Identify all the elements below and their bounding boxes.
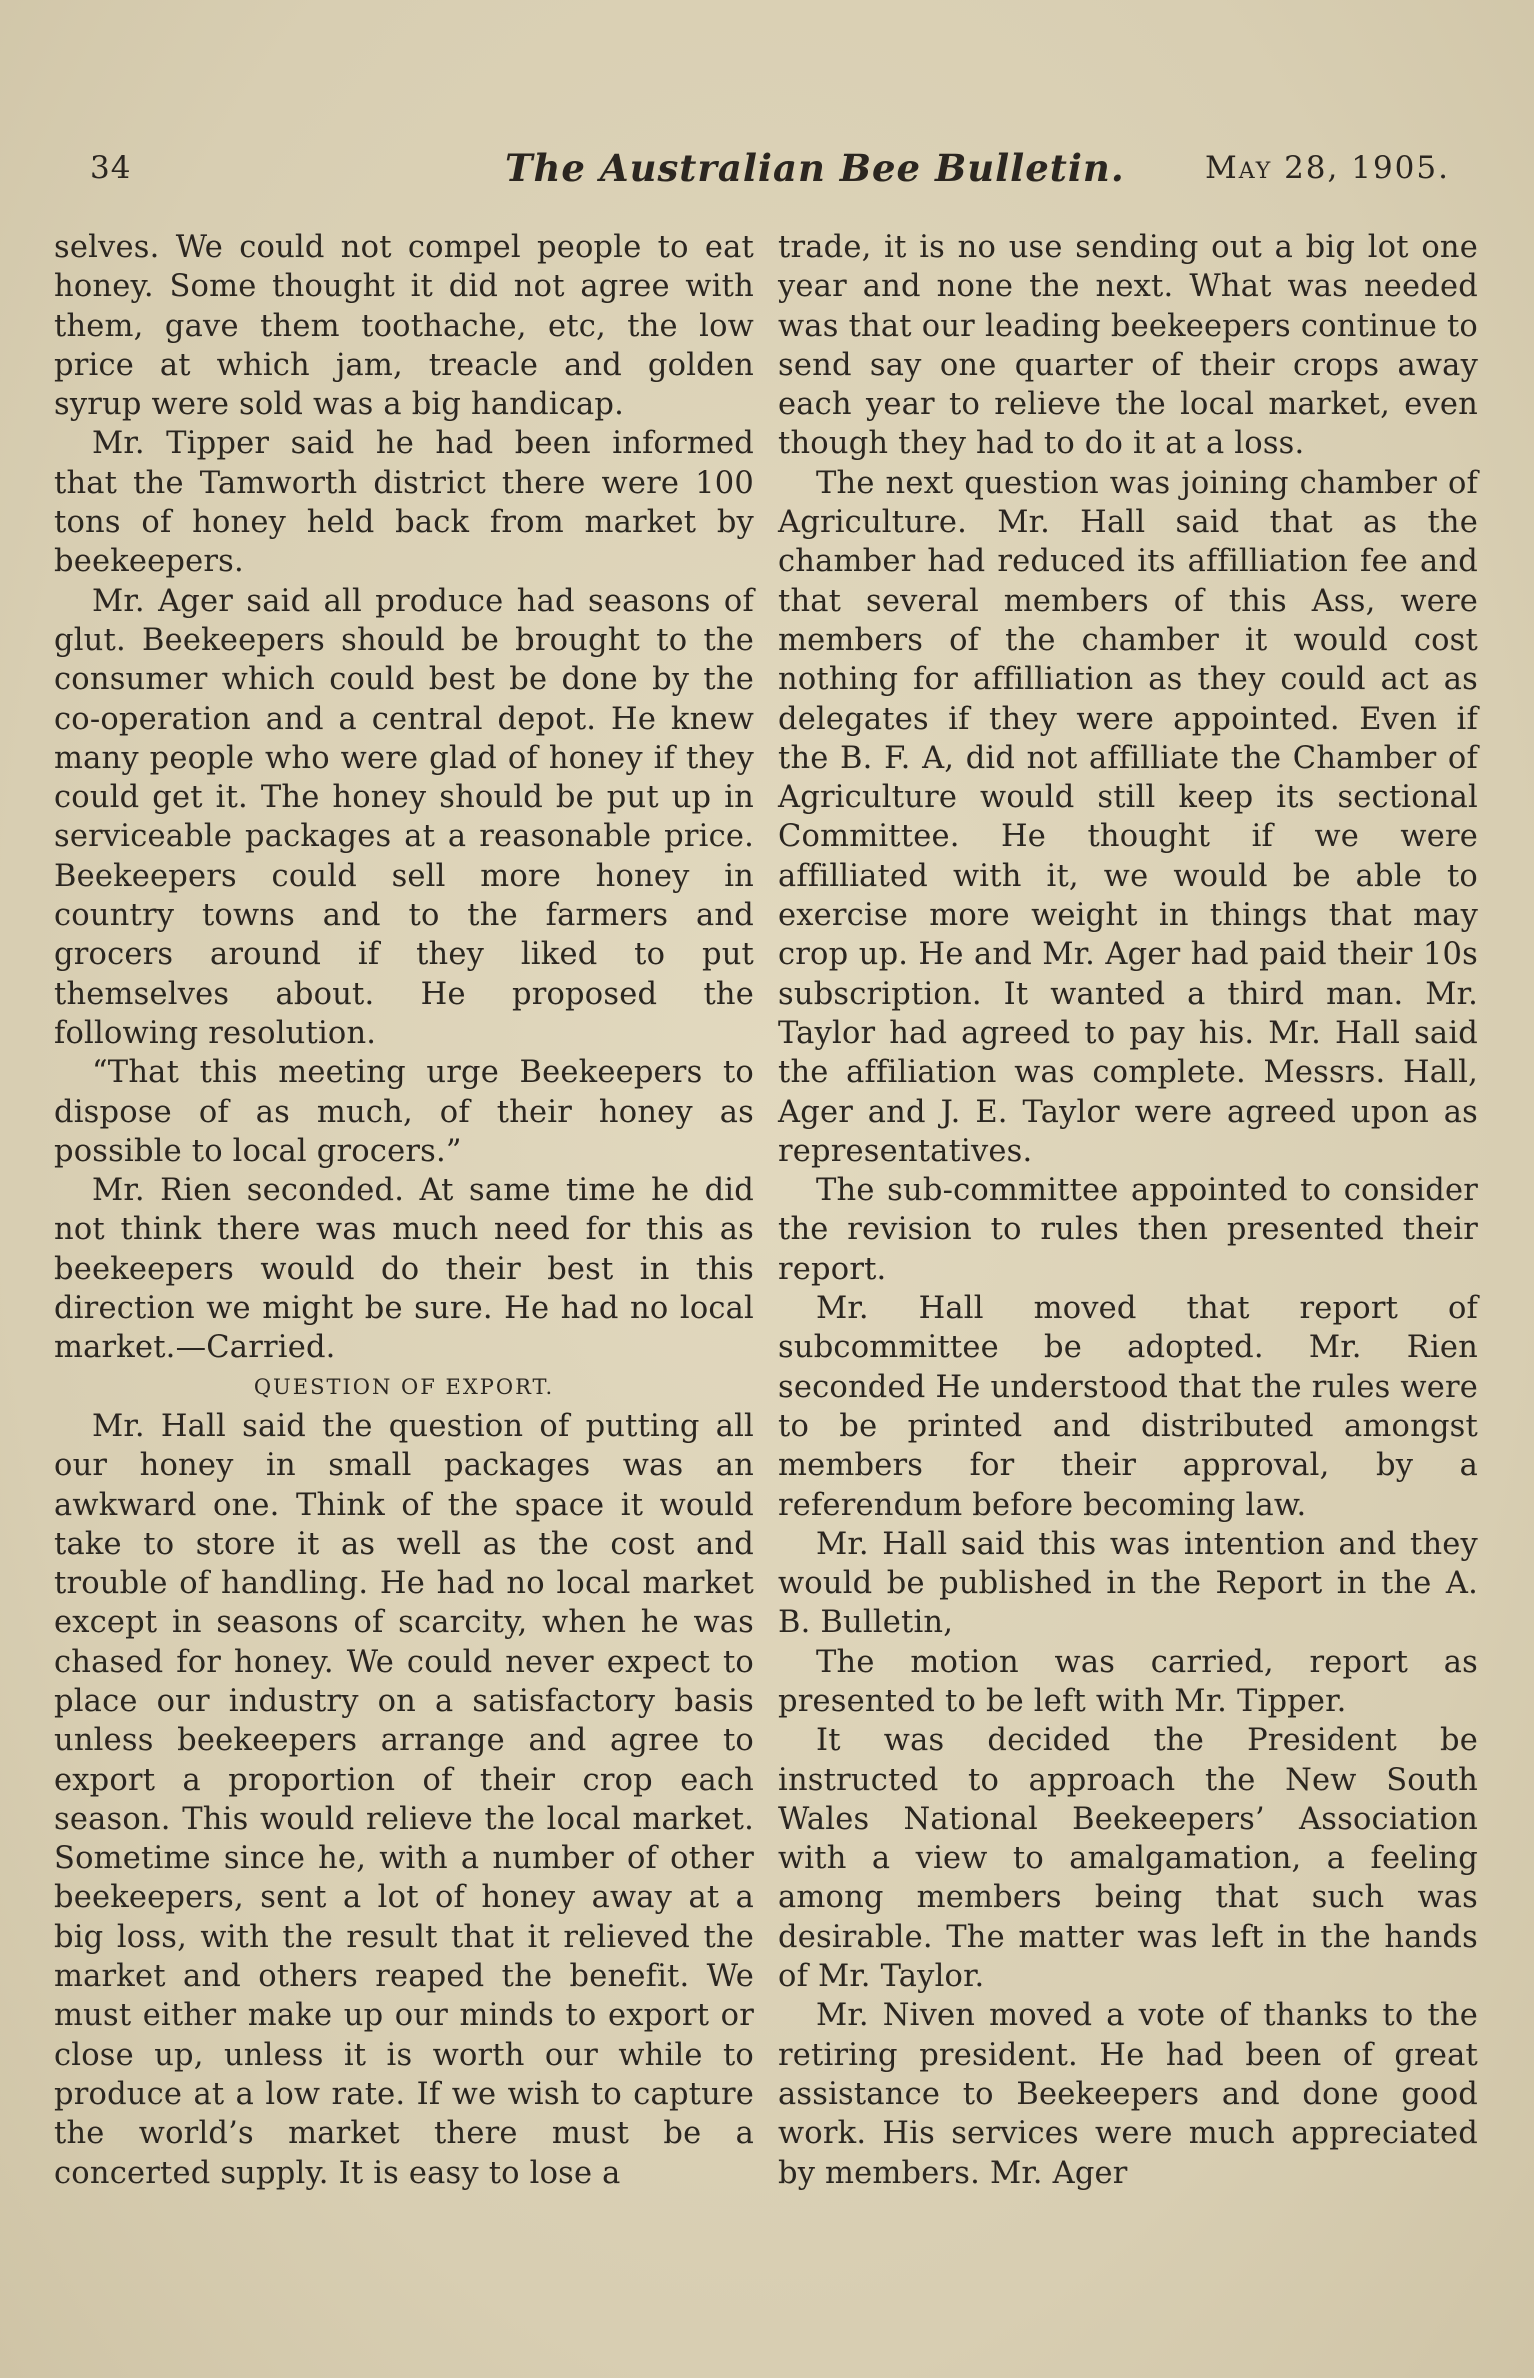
right-column bbox=[778, 228, 1478, 2193]
paragraph: Mr. Niven moved a vote of thanks to the retiring president. He had been of great assistance to Beekeepers and done good work. His services were much appreciated by members. Mr. Ager bbox=[778, 1998, 1478, 2191]
paragraph: Mr. Hall said the question of putting all our honey in small packages was an awkward one. Think of the space it would take to store it as well as the cost and trouble of handling. He had no local market except in seasons of scarcity, when he was chased for honey. We could never expect to place our industry on a satisfactory basis unless beekeepers arrange and agree to export a proportion of their crop each season. This would relieve the local market. Sometime since he, with a number of other beekeepers, sent a lot of honey away at a big loss, with the result that it relieved the market and others reaped the benefit. We must either make up our minds to export or close up, unless it is worth our while to produce at a low rate. If we wish to capture the world’s market there must be a concerted supply. It is easy to lose a bbox=[54, 1408, 754, 2191]
section-heading: QUESTION OF EXPORT. bbox=[253, 1374, 555, 1399]
page-number: 34 bbox=[90, 150, 132, 186]
paragraph: selves. We could not compel people to eat honey. Some thought it did not agree with them, gave them toothache, etc, the low price at which jam, treacle and golden syrup were sold was a big handicap. bbox=[54, 230, 754, 423]
paragraph: Mr. Hall moved that report of subcommittee be adopted. Mr. Rien seconded He understood that the rules were to be printed and distributed amongst members for their approval, by a referendum before becoming law. bbox=[778, 1291, 1478, 1523]
resolution-quote: “That this meeting urge Beekeepers to dispose of as much, of their honey as possible to local grocers.” bbox=[54, 1055, 754, 1169]
journal-title: The Australian Bee Bulletin. bbox=[505, 146, 1125, 190]
paragraph: Mr. Tipper said he had been informed that the Tamworth district there were 100 tons of honey held back from market by beekeepers. bbox=[54, 426, 754, 580]
paragraph: It was decided the President be instructed to approach the New South Wales National Beekeepers’ Association with a view to amalgamation, a feeling among members being that such was desirable. The matter was left in the hands of Mr. Taylor. bbox=[778, 1723, 1478, 1995]
paragraph: The sub-committee appointed to consider the revision to rules then presented their report. bbox=[778, 1173, 1478, 1287]
paragraph: The motion was carried, report as presented to be left with Mr. Tipper. bbox=[778, 1644, 1478, 1719]
issue-date: May 28, 1905. bbox=[1204, 150, 1450, 186]
paragraph: Mr. Hall said this was intention and they would be published in the Report in the A. B. Bulletin, bbox=[778, 1526, 1478, 1641]
paragraph: trade, it is no use sending out a big lot one year and none the next. What was needed was that our leading beekeepers continue to send say one quarter of their crops away each year to relieve the local market, even though they had to do it at a loss. bbox=[778, 230, 1478, 462]
paragraph: The next question was joining chamber of Agriculture. Mr. Hall said that as the chamber had reduced its affilliation fee and that several members of this Ass, were members of the chamber it would cost nothing for affilliation as they could act as delegates if they were appointed. Even if the B. F. A, did not affilliate the Chamber of Agriculture would still keep its sectional Committee. He thought if we were affilliated with it, we would be able to exercise more weight in things that may crop up. He and Mr. Ager had paid their 10s subscription. It wanted a third man. Mr. Taylor had agreed to pay his. Mr. Hall said the affiliation was complete. Messrs. Hall, Ager and J. E. Taylor were agreed upon as representatives. bbox=[778, 465, 1478, 1169]
page-header bbox=[90, 146, 1450, 200]
left-column bbox=[54, 228, 754, 2193]
paragraph: Mr. Ager said all produce had seasons of glut. Beekeepers should be brought to the consumer which could best be done by the co-operation and a central depot. He knew many people who were glad of honey if they could get it. The honey should be put up in serviceable packages at a reasonable price. Beekeepers could sell more honey in country towns and to the farmers and grocers around if they liked to put themselves about. He proposed the following resolution. bbox=[54, 583, 754, 1051]
paragraph: Mr. Rien seconded. At same time he did not think there was much need for this as beekeepers would do their best in this direction we might be sure. He had no local market.—Carried. bbox=[54, 1173, 754, 1366]
